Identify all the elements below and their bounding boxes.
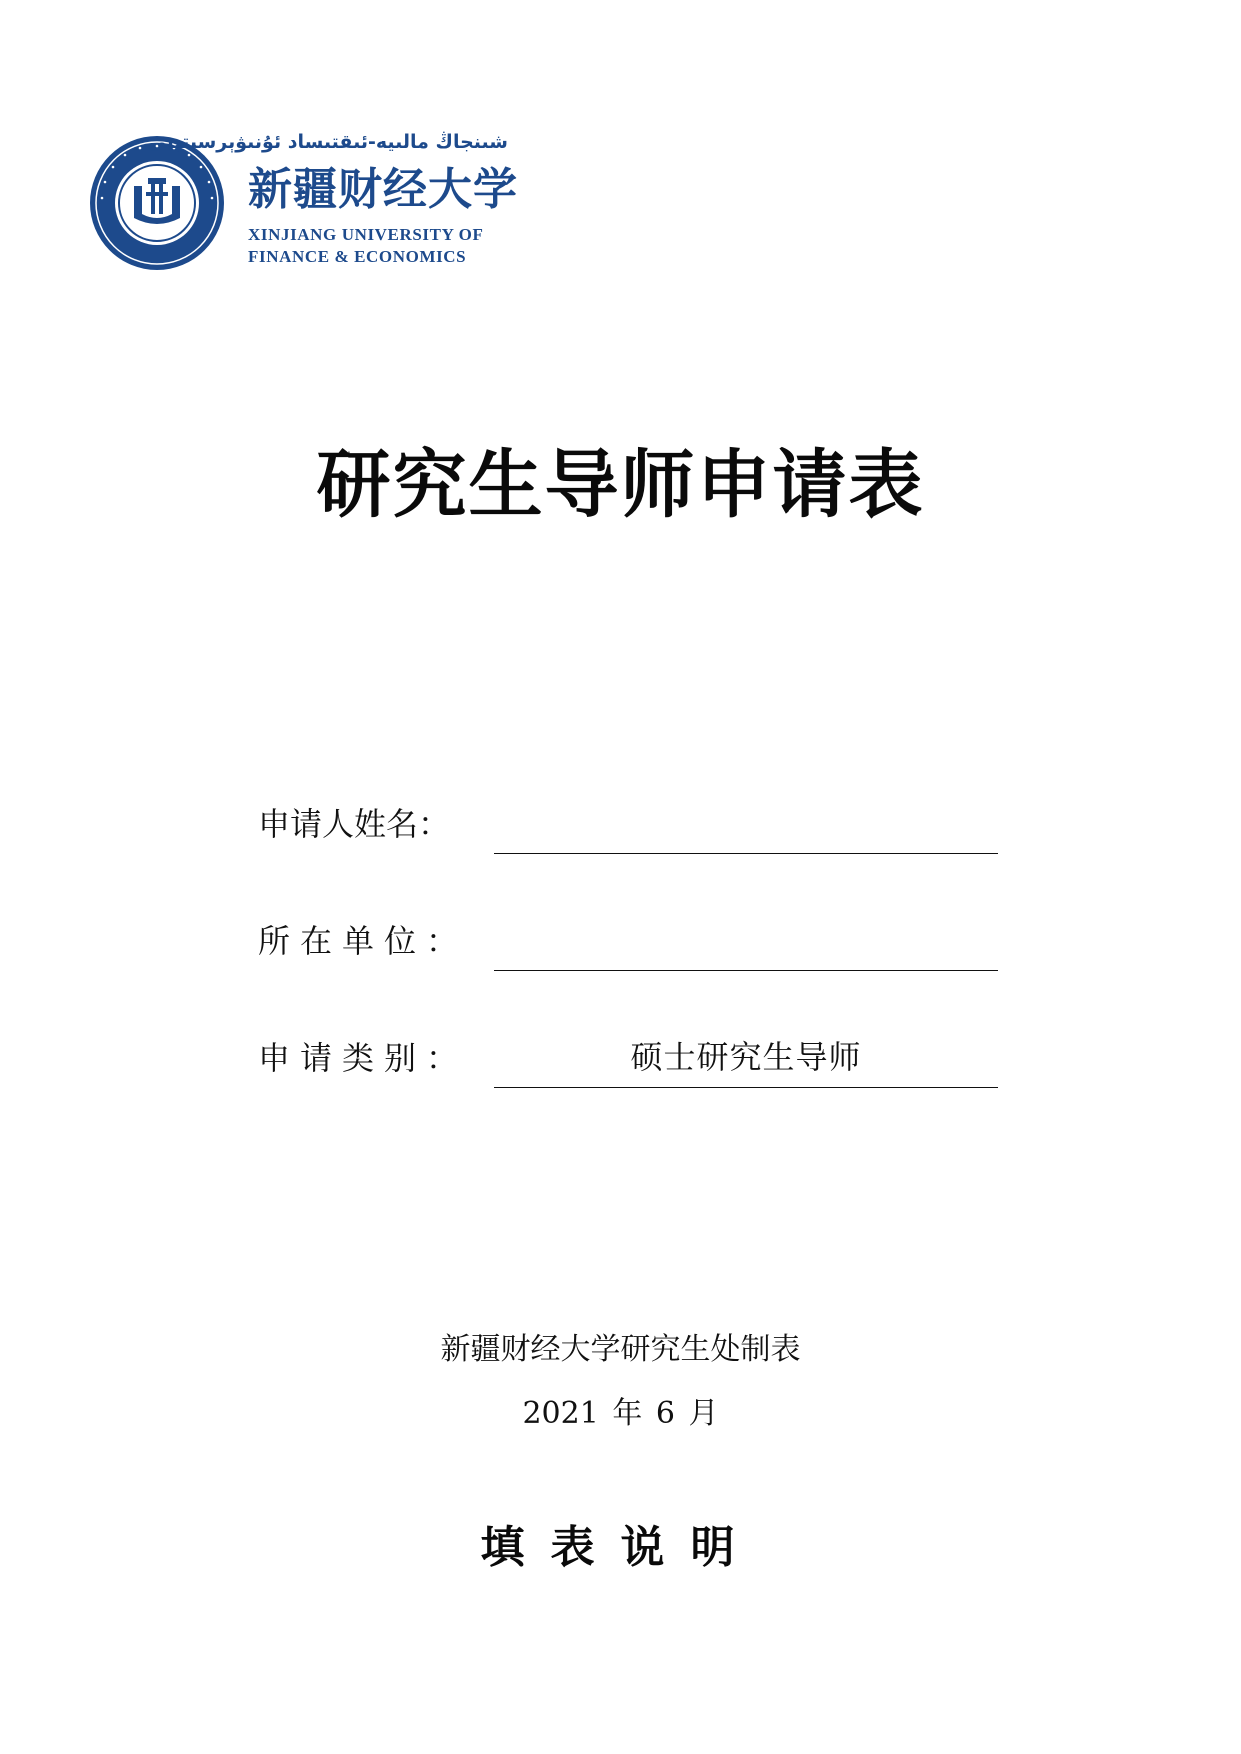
application-category-label: 申请类别： [258, 1039, 469, 1077]
logo-english-name-line1: XINJIANG UNIVERSITY OF [248, 225, 484, 244]
applicant-name-field [258, 798, 998, 854]
issue-date: 2021 年 6 月 [522, 1396, 719, 1431]
logo-wordmark [147, 128, 518, 268]
application-category-input[interactable] [494, 1031, 998, 1088]
logo-english-name-line2: FINANCE & ECONOMICS [248, 247, 467, 266]
department-label: 所在单位： [258, 922, 469, 960]
department-input[interactable] [494, 914, 998, 971]
application-category-value: 硕士研究生导师 [630, 1038, 862, 1076]
logo-uyghur-name: شىنجاڭ مالىيە-ئىقتىساد ئۇنىۋېرسىتېتى [147, 131, 508, 153]
applicant-name-label: 申请人姓名： [258, 805, 451, 843]
instructions-heading: 填表说明 [480, 1522, 761, 1573]
university-logo [88, 128, 518, 278]
department-field [258, 915, 998, 971]
applicant-name-input[interactable] [494, 797, 998, 854]
document-title: 研究生导师申请表 [316, 442, 925, 528]
issuer-line: 新疆财经大学研究生处制表 [440, 1332, 801, 1367]
logo-chinese-name: 新疆财经大学 [248, 164, 518, 215]
application-category-field [258, 1032, 998, 1088]
